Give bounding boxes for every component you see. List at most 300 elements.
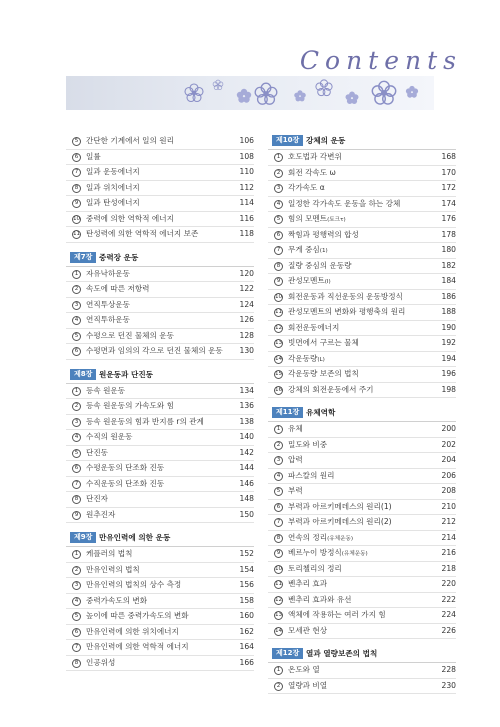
entry-label-text: 힘의 모멘트 bbox=[288, 214, 328, 223]
toc-entry[interactable] bbox=[66, 165, 254, 181]
entry-label bbox=[86, 461, 164, 476]
entry-label bbox=[86, 508, 115, 523]
entry-page-number: 194 bbox=[441, 353, 456, 363]
entry-page-number: 224 bbox=[441, 610, 456, 619]
entry-label-text: 각운동량 보존의 법칙 bbox=[288, 369, 359, 378]
entry-page-number: 168 bbox=[441, 152, 456, 161]
entry-label bbox=[86, 282, 150, 297]
entry-label-text: 열량과 비열 bbox=[288, 680, 328, 690]
entry-page-number: 138 bbox=[239, 416, 254, 426]
toc-entry[interactable] bbox=[268, 546, 456, 562]
entry-number: 8 bbox=[72, 659, 81, 668]
entry-page-number: 186 bbox=[441, 291, 456, 301]
entry-number: 1 bbox=[72, 270, 81, 279]
entry-label-text: 원추진자 bbox=[86, 509, 116, 519]
entry-label-text: 수평으로 던진 물체의 운동 bbox=[86, 330, 174, 340]
entry-page-number: 154 bbox=[239, 564, 254, 574]
entry-number: 16 bbox=[275, 386, 283, 393]
toc-entry[interactable] bbox=[66, 446, 254, 462]
toc-entry[interactable] bbox=[268, 531, 456, 547]
chapter-header bbox=[66, 368, 254, 384]
chapter-header bbox=[268, 134, 456, 150]
entry-number: 1 bbox=[274, 153, 283, 162]
toc-entry[interactable] bbox=[66, 227, 254, 243]
entry-label-note: (I) bbox=[324, 279, 331, 285]
toc-entry[interactable] bbox=[268, 624, 456, 640]
entry-page-number: 182 bbox=[441, 260, 456, 270]
toc-entry[interactable] bbox=[66, 492, 254, 508]
toc-entry[interactable] bbox=[66, 563, 254, 579]
entry-label bbox=[288, 438, 327, 453]
toc-entry[interactable] bbox=[66, 656, 254, 672]
entry-label-text: 간단한 기계에서 일의 원리 bbox=[86, 136, 174, 145]
toc-entry[interactable] bbox=[268, 577, 456, 593]
entry-label-text: 부력과 아르키메데스의 원리(1) bbox=[288, 501, 392, 511]
entry-label bbox=[288, 181, 325, 196]
toc-right-column bbox=[268, 134, 456, 694]
entry-label bbox=[86, 656, 115, 671]
entry-label-text: 모세관 현상 bbox=[288, 625, 328, 635]
entry-number: 5 bbox=[274, 215, 283, 224]
entry-label-text: 수직운동의 단조화 진동 bbox=[86, 478, 165, 488]
entry-label bbox=[86, 150, 101, 165]
entry-label bbox=[288, 228, 359, 243]
entry-label-text: 만유인력에 의한 역학적 에너지 bbox=[86, 642, 189, 651]
entry-page-number: 148 bbox=[239, 494, 254, 503]
entry-label-text: 밀도와 비중 bbox=[288, 439, 328, 449]
entry-label bbox=[288, 290, 403, 305]
toc-entry[interactable] bbox=[268, 290, 456, 306]
toc-left-column bbox=[66, 134, 254, 671]
toc-entry[interactable] bbox=[66, 640, 254, 656]
entry-number: 2 bbox=[72, 285, 81, 294]
entry-label-text: 높이에 따른 중력가속도의 변화 bbox=[86, 611, 189, 620]
entry-number: 13 bbox=[275, 612, 283, 618]
entry-number: 8 bbox=[72, 495, 81, 504]
entry-label bbox=[86, 430, 132, 445]
chapter-header bbox=[268, 406, 456, 422]
toc-entry[interactable] bbox=[66, 344, 254, 360]
entry-number: 9 bbox=[72, 511, 81, 520]
entry-page-number: 164 bbox=[239, 642, 254, 651]
entry-number: 15 bbox=[275, 371, 283, 377]
entry-label bbox=[288, 679, 327, 694]
entry-page-number: 106 bbox=[239, 136, 254, 145]
entry-page-number: 184 bbox=[441, 276, 456, 285]
toc-entry[interactable] bbox=[66, 181, 254, 197]
entry-label bbox=[86, 212, 174, 227]
entry-label bbox=[86, 227, 198, 242]
entry-page-number: 110 bbox=[239, 167, 254, 176]
entry-page-number: 162 bbox=[239, 626, 254, 636]
toc-entry[interactable] bbox=[66, 625, 254, 641]
entry-number: 3 bbox=[274, 184, 283, 193]
entry-number: 2 bbox=[274, 169, 283, 178]
entry-label bbox=[86, 196, 140, 211]
entry-page-number: 216 bbox=[441, 548, 456, 557]
entry-label-text: 인공위성 bbox=[86, 657, 116, 667]
entry-label bbox=[288, 500, 392, 515]
entry-label-text: 각운동량 bbox=[288, 353, 318, 363]
entry-number: 11 bbox=[275, 581, 283, 587]
entry-number: 7 bbox=[72, 168, 81, 177]
entry-page-number: 144 bbox=[239, 463, 254, 472]
entry-page-number: 206 bbox=[441, 470, 456, 480]
entry-label bbox=[288, 531, 353, 547]
entry-label bbox=[86, 384, 125, 399]
entry-label-text: 수평면과 임의의 각으로 던진 물체의 운동 bbox=[86, 346, 223, 355]
toc-entry[interactable] bbox=[268, 305, 456, 321]
toc-entry[interactable] bbox=[268, 367, 456, 383]
toc-entry[interactable] bbox=[268, 679, 456, 695]
toc-entry[interactable] bbox=[268, 438, 456, 454]
toc-entry[interactable] bbox=[66, 384, 254, 400]
toc-entry[interactable] bbox=[66, 329, 254, 345]
entry-page-number: 220 bbox=[441, 579, 456, 588]
entry-page-number: 188 bbox=[441, 307, 456, 316]
entry-number: 9 bbox=[274, 277, 283, 286]
entry-label bbox=[86, 344, 223, 359]
entry-label-text: 무게 중심 bbox=[288, 245, 320, 254]
entry-page-number: 120 bbox=[239, 268, 254, 278]
entry-page-number: 156 bbox=[239, 580, 254, 589]
entry-label-text: 연직투상운동 bbox=[86, 299, 131, 309]
entry-page-number: 222 bbox=[441, 594, 456, 604]
chapter-title: 중력장 운동 bbox=[99, 252, 139, 262]
entry-number: 1 bbox=[274, 666, 283, 675]
entry-number: 6 bbox=[274, 503, 283, 512]
entry-number: 10 bbox=[73, 215, 81, 222]
entry-label-text: 벤추리 효과와 유선 bbox=[288, 594, 352, 604]
entry-label bbox=[288, 422, 303, 437]
entry-label-text: 토리첼리의 정리 bbox=[288, 563, 342, 573]
entry-label-text: 강체의 회전운동에서 주기 bbox=[288, 384, 374, 394]
entry-page-number: 126 bbox=[239, 315, 254, 324]
entry-label bbox=[86, 492, 108, 507]
chapter-badge: 제12장 bbox=[272, 648, 303, 659]
entry-page-number: 170 bbox=[441, 167, 456, 177]
toc-entry[interactable] bbox=[268, 259, 456, 275]
entry-page-number: 208 bbox=[441, 486, 456, 495]
toc-entry[interactable] bbox=[66, 477, 254, 493]
entry-number: 6 bbox=[72, 153, 81, 162]
entry-label-text: 등속 원운동 bbox=[86, 385, 126, 395]
entry-label-text: 질량 중심의 운동량 bbox=[288, 260, 352, 270]
entry-label bbox=[288, 197, 400, 212]
entry-number: 4 bbox=[72, 433, 81, 442]
entry-number: 1 bbox=[72, 387, 81, 396]
entry-page-number: 172 bbox=[441, 183, 456, 192]
entry-label-text: 일정한 각가속도 운동을 하는 강체 bbox=[288, 198, 401, 208]
chapter-title: 강체의 운동 bbox=[306, 136, 346, 145]
toc-entry[interactable] bbox=[268, 197, 456, 213]
entry-number: 1 bbox=[274, 425, 283, 434]
entry-label-note: (L) bbox=[317, 356, 325, 363]
entry-label bbox=[288, 305, 405, 320]
toc-entry[interactable] bbox=[66, 609, 254, 625]
entry-label bbox=[86, 415, 204, 430]
entry-label-text: 짝힘과 평행력의 합성 bbox=[288, 229, 359, 239]
entry-label bbox=[288, 352, 325, 368]
entry-page-number: 134 bbox=[239, 385, 254, 395]
entry-number: 6 bbox=[274, 231, 283, 240]
entry-label bbox=[86, 563, 140, 578]
entry-number: 4 bbox=[72, 597, 81, 606]
toc-entry[interactable] bbox=[268, 593, 456, 609]
entry-number: 9 bbox=[72, 199, 81, 208]
entry-number: 2 bbox=[274, 682, 283, 691]
toc-entry[interactable] bbox=[268, 274, 456, 290]
entry-label-note: (1) bbox=[319, 248, 328, 254]
chapter-header bbox=[66, 251, 254, 267]
entry-label-note: (유체운동) bbox=[341, 551, 368, 557]
entry-number: 3 bbox=[274, 456, 283, 465]
entry-label bbox=[288, 515, 392, 530]
entry-page-number: 140 bbox=[239, 432, 254, 441]
entry-page-number: 210 bbox=[441, 501, 456, 511]
entry-label bbox=[86, 329, 174, 344]
entry-label-text: 수직의 원운동 bbox=[86, 432, 133, 441]
entry-label bbox=[288, 383, 374, 398]
entry-label-note: (토크τ) bbox=[327, 217, 346, 223]
entry-page-number: 204 bbox=[441, 455, 456, 464]
entry-label bbox=[288, 243, 328, 259]
entry-label-text: 케플러의 법칙 bbox=[86, 549, 133, 558]
flower-banner bbox=[66, 76, 434, 110]
chapter-badge: 제9장 bbox=[70, 532, 96, 543]
chapter-title: 열과 열량보존의 법칙 bbox=[306, 649, 378, 658]
toc-entry[interactable] bbox=[66, 415, 254, 431]
entry-label bbox=[86, 165, 140, 180]
entry-page-number: 118 bbox=[239, 229, 254, 238]
entry-number: 10 bbox=[275, 565, 283, 572]
toc-entry[interactable] bbox=[268, 352, 456, 368]
entry-page-number: 192 bbox=[441, 338, 456, 347]
entry-label bbox=[288, 593, 352, 608]
toc-entry[interactable] bbox=[66, 399, 254, 415]
entry-number: 6 bbox=[72, 464, 81, 473]
entry-number: 1 bbox=[72, 550, 81, 559]
entry-page-number: 212 bbox=[441, 517, 456, 526]
toc-entry[interactable] bbox=[66, 430, 254, 446]
entry-page-number: 174 bbox=[441, 198, 456, 208]
entry-number: 5 bbox=[274, 487, 283, 496]
entry-label bbox=[288, 336, 359, 351]
entry-number: 7 bbox=[72, 480, 81, 489]
entry-label bbox=[288, 577, 327, 592]
entry-label bbox=[86, 625, 179, 640]
entry-label bbox=[86, 578, 181, 593]
toc-entry[interactable] bbox=[268, 608, 456, 624]
toc-entry[interactable] bbox=[66, 267, 254, 283]
entry-number: 6 bbox=[72, 628, 81, 637]
chapter-badge: 제10장 bbox=[272, 135, 303, 146]
entry-label bbox=[288, 166, 336, 181]
entry-page-number: 150 bbox=[239, 509, 254, 519]
entry-page-number: 214 bbox=[441, 532, 456, 542]
entry-label-text: 만유인력의 법칙의 상수 측정 bbox=[86, 580, 182, 589]
entry-page-number: 218 bbox=[441, 563, 456, 573]
entry-label-text: 빗면에서 구르는 물체 bbox=[288, 338, 359, 347]
entry-number: 4 bbox=[274, 200, 283, 209]
entry-page-number: 180 bbox=[441, 245, 456, 254]
entry-label-text: 각가속도 α bbox=[288, 183, 325, 192]
toc-entry[interactable] bbox=[268, 500, 456, 516]
entry-number: 8 bbox=[72, 184, 81, 193]
entry-label-text: 만유인력의 법칙 bbox=[86, 564, 140, 574]
entry-label bbox=[288, 546, 368, 562]
entry-label-text: 부력 bbox=[288, 486, 303, 495]
entry-label-note: (유체운동) bbox=[327, 535, 354, 542]
toc-entry[interactable] bbox=[268, 181, 456, 197]
toc-entry[interactable] bbox=[66, 508, 254, 524]
entry-number: 2 bbox=[72, 566, 81, 575]
entry-page-number: 198 bbox=[441, 384, 456, 394]
entry-label-text: 수평운동의 단조화 진동 bbox=[86, 463, 165, 472]
entry-label bbox=[288, 321, 339, 336]
entry-label bbox=[288, 212, 346, 228]
toc-entry[interactable] bbox=[66, 150, 254, 166]
entry-label bbox=[86, 181, 140, 196]
entry-label bbox=[86, 547, 132, 562]
toc-entry[interactable] bbox=[66, 134, 254, 150]
entry-page-number: 124 bbox=[239, 299, 254, 309]
entry-label-text: 압력 bbox=[288, 455, 303, 464]
toc-entry[interactable] bbox=[66, 196, 254, 212]
entry-number: 9 bbox=[274, 549, 283, 558]
toc-entry[interactable] bbox=[66, 313, 254, 329]
entry-label-text: 온도와 열 bbox=[288, 665, 320, 674]
entry-label-text: 속도에 따른 저항력 bbox=[86, 284, 150, 293]
entry-label-text: 파스칼의 원리 bbox=[288, 470, 335, 480]
entry-page-number: 114 bbox=[239, 198, 254, 207]
toc-entry[interactable] bbox=[268, 321, 456, 337]
entry-number: 5 bbox=[72, 449, 81, 458]
entry-label-text: 단진동 bbox=[86, 447, 109, 457]
entry-page-number: 142 bbox=[239, 447, 254, 457]
entry-label-text: 단진자 bbox=[86, 494, 109, 503]
toc-entry[interactable] bbox=[268, 562, 456, 578]
toc-entry[interactable] bbox=[66, 461, 254, 477]
entry-page-number: 136 bbox=[239, 401, 254, 410]
entry-label-text: 등속 원운동의 가속도와 힘 bbox=[86, 401, 174, 410]
entry-label-text: 등속 원운동의 힘과 반지름 r의 관계 bbox=[86, 416, 204, 426]
entry-page-number: 152 bbox=[239, 549, 254, 558]
entry-number: 8 bbox=[274, 534, 283, 543]
entry-label bbox=[86, 594, 147, 609]
toc-entry[interactable] bbox=[268, 166, 456, 182]
entry-label-text: 회전운동에너지 bbox=[288, 322, 340, 332]
entry-label-text: 액체에 작용하는 여러 가지 힘 bbox=[288, 610, 386, 619]
entry-page-number: 202 bbox=[441, 439, 456, 449]
entry-number: 13 bbox=[275, 340, 283, 346]
entry-number: 4 bbox=[72, 316, 81, 325]
entry-label-text: 자유낙하운동 bbox=[86, 268, 131, 278]
chapter-title: 유체역학 bbox=[306, 408, 336, 417]
entry-label bbox=[86, 477, 164, 492]
entry-number: 10 bbox=[275, 293, 283, 300]
entry-label-text: 회전운동과 직선운동의 운동방정식 bbox=[288, 291, 403, 301]
entry-number: 2 bbox=[274, 441, 283, 450]
entry-label bbox=[288, 562, 342, 577]
entry-page-number: 128 bbox=[239, 330, 254, 340]
entry-number: 11 bbox=[275, 309, 283, 315]
toc-entry[interactable] bbox=[268, 663, 456, 679]
chapter-badge: 제11장 bbox=[272, 407, 303, 418]
chapter-title: 만유인력에 의한 운동 bbox=[99, 533, 171, 542]
entry-number: 7 bbox=[274, 246, 283, 255]
toc-entry[interactable] bbox=[268, 515, 456, 531]
toc-entry[interactable] bbox=[268, 453, 456, 469]
toc-entry[interactable] bbox=[66, 212, 254, 228]
entry-label-text: 연직투하운동 bbox=[86, 315, 131, 324]
entry-label bbox=[288, 663, 320, 678]
toc-entry[interactable] bbox=[268, 422, 456, 438]
toc-entry[interactable] bbox=[66, 578, 254, 594]
toc-entry[interactable] bbox=[66, 547, 254, 563]
entry-page-number: 230 bbox=[441, 680, 456, 690]
entry-label bbox=[288, 484, 303, 499]
entry-label-text: 벤추리 효과 bbox=[288, 579, 328, 588]
entry-label bbox=[86, 313, 130, 328]
contents-title: Contents bbox=[299, 46, 462, 75]
toc-entry[interactable] bbox=[268, 469, 456, 485]
entry-page-number: 166 bbox=[239, 657, 254, 667]
entry-page-number: 190 bbox=[441, 322, 456, 332]
entry-page-number: 228 bbox=[441, 665, 456, 674]
entry-label-text: 관성모멘트의 변화와 평행축의 원리 bbox=[288, 307, 406, 316]
entry-page-number: 122 bbox=[239, 284, 254, 293]
entry-number: 14 bbox=[275, 627, 283, 634]
entry-label-text: 유체 bbox=[288, 424, 303, 433]
entry-label bbox=[288, 259, 352, 274]
entry-number: 5 bbox=[72, 612, 81, 621]
chapter-header bbox=[66, 531, 254, 547]
toc-entry[interactable] bbox=[268, 150, 456, 166]
entry-label bbox=[86, 267, 130, 282]
toc-entry[interactable] bbox=[66, 298, 254, 314]
entry-number: 12 bbox=[275, 324, 283, 331]
entry-number: 3 bbox=[72, 418, 81, 427]
entry-label bbox=[86, 446, 108, 461]
toc-entry[interactable] bbox=[268, 228, 456, 244]
entry-label-text: 관성모멘트 bbox=[288, 276, 325, 285]
entry-page-number: 158 bbox=[239, 595, 254, 605]
toc-entry[interactable] bbox=[268, 383, 456, 399]
entry-label-text: 연속의 정리 bbox=[288, 532, 328, 542]
entry-number: 7 bbox=[72, 643, 81, 652]
toc-entry[interactable] bbox=[268, 336, 456, 352]
entry-label bbox=[288, 469, 334, 484]
entry-page-number: 200 bbox=[441, 424, 456, 433]
toc-entry[interactable] bbox=[268, 484, 456, 500]
entry-label bbox=[86, 640, 189, 655]
entry-label-text: 일과 탄성에너지 bbox=[86, 198, 140, 207]
toc-entry[interactable] bbox=[66, 282, 254, 298]
entry-label-text: 탄성력에 의한 역학적 에너지 보존 bbox=[86, 229, 199, 238]
entry-page-number: 196 bbox=[441, 369, 456, 378]
entry-page-number: 130 bbox=[239, 346, 254, 355]
toc-entry[interactable] bbox=[66, 594, 254, 610]
toc-entry[interactable] bbox=[268, 243, 456, 259]
entry-number: 14 bbox=[275, 355, 283, 362]
entry-page-number: 160 bbox=[239, 611, 254, 620]
entry-label-text: 회전 각속도 ω bbox=[288, 167, 336, 177]
toc-entry[interactable] bbox=[268, 212, 456, 228]
entry-number: 12 bbox=[275, 596, 283, 603]
entry-label-text: 베르누이 방정식 bbox=[288, 548, 342, 557]
entry-number: 7 bbox=[274, 518, 283, 527]
